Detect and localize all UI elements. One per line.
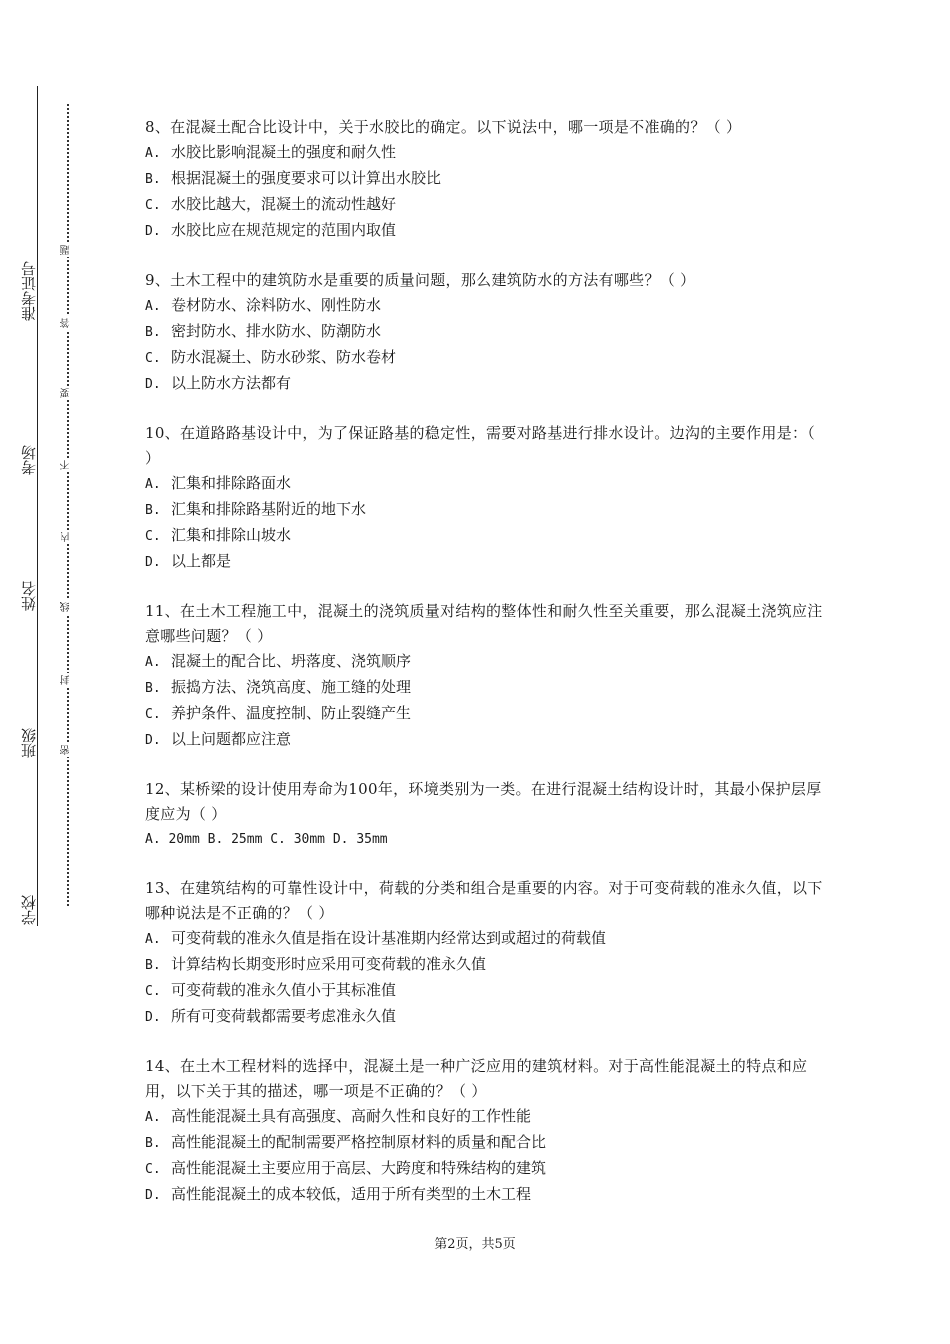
inline-options: A. 20mm B. 25mm C. 30mm D. 35mm — [145, 832, 388, 847]
question-11 — [145, 599, 825, 753]
question-13 — [145, 876, 825, 1030]
exam-id-label: 准考证号 — [22, 258, 37, 324]
option-c: C. 可变荷载的准永久值小于其标准值 — [145, 981, 397, 999]
option-c: C. 防水混凝土、防水砂浆、防水卷材 — [145, 348, 397, 366]
question-14 — [145, 1054, 825, 1208]
question-stem: 14、在土木工程材料的选择中，混凝土是一种广泛应用的建筑材料。对于高性能混凝土的特点和应用，以下关于其的描述，哪一项是不正确的？（ ） — [145, 1057, 808, 1100]
question-10 — [145, 421, 825, 575]
question-12 — [145, 777, 825, 852]
question-stem: 11、在土木工程施工中，混凝土的浇筑质量对结构的整体性和耐久性至关重要，那么混凝土浇筑应注意哪些问题？（ ） — [145, 602, 823, 645]
school-label: 学校 — [22, 892, 37, 928]
question-stem: 12、某桥梁的设计使用寿命为100年，环境类别为一类。在进行混凝土结构设计时，其最小保护层厚度应为（ ） — [145, 780, 822, 823]
option-b: B. 高性能混凝土的配制需要严格控制原材料的质量和配合比 — [145, 1133, 547, 1151]
seal-char: 要 — [61, 388, 72, 398]
option-a: A. 汇集和排除路面水 — [145, 474, 292, 492]
seal-char: 题 — [61, 245, 72, 255]
binding-margin — [0, 0, 120, 1344]
option-c: C. 水胶比越大，混凝土的流动性越好 — [145, 195, 397, 213]
option-a: A. 可变荷载的准永久值是指在设计基准期内经常达到或超过的荷载值 — [145, 929, 607, 947]
question-stem: 13、在建筑结构的可靠性设计中，荷载的分类和组合是重要的内容。对于可变荷载的准永久值，以下哪种说法是不正确的？（ ） — [145, 879, 823, 922]
option-a: A. 卷材防水、涂料防水、刚性防水 — [145, 296, 382, 314]
question-stem: 10、在道路路基设计中，为了保证路基的稳定性，需要对路基进行排水设计。边沟的主要作用是：（ ） — [145, 424, 816, 467]
seal-char: 线 — [61, 602, 72, 612]
seal-char: 封 — [61, 675, 72, 685]
option-d: D. 以上问题都应注意 — [145, 730, 292, 748]
option-d: D. 水胶比应在规范规定的范围内取值 — [145, 221, 397, 239]
seal-char: 密 — [61, 745, 72, 755]
option-c: C. 养护条件、温度控制、防止裂缝产生 — [145, 704, 412, 722]
option-b: B. 计算结构长期变形时应采用可变荷载的准永久值 — [145, 955, 487, 973]
binding-solid-line — [37, 86, 38, 926]
option-b: B. 根据混凝土的强度要求可以计算出水胶比 — [145, 169, 442, 187]
class-label: 班级 — [22, 725, 37, 761]
option-d: D. 以上防水方法都有 — [145, 374, 292, 392]
question-8 — [145, 115, 825, 244]
seal-char: 内 — [61, 532, 72, 542]
name-label: 姓名 — [22, 578, 37, 614]
questions-area — [145, 115, 825, 1232]
question-9 — [145, 268, 825, 397]
option-c: C. 汇集和排除山坡水 — [145, 526, 292, 544]
option-d: D. 高性能混凝土的成本较低，适用于所有类型的土木工程 — [145, 1185, 532, 1203]
option-b: B. 振捣方法、浇筑高度、施工缝的处理 — [145, 678, 412, 696]
exam-room-label: 考场 — [22, 442, 37, 478]
seal-dotted-line — [67, 104, 69, 906]
question-stem: 9、土木工程中的建筑防水是重要的质量问题，那么建筑防水的方法有哪些？（ ） — [145, 271, 696, 289]
option-d: D. 所有可变荷载都需要考虑准永久值 — [145, 1007, 397, 1025]
seal-char: 不 — [61, 460, 72, 470]
question-stem: 8、在混凝土配合比设计中，关于水胶比的确定。以下说法中，哪一项是不准确的？（ ） — [145, 118, 742, 136]
option-d: D. 以上都是 — [145, 552, 232, 570]
option-b: B. 密封防水、排水防水、防潮防水 — [145, 322, 382, 340]
option-c: C. 高性能混凝土主要应用于高层、大跨度和特殊结构的建筑 — [145, 1159, 547, 1177]
option-a: A. 高性能混凝土具有高强度、高耐久性和良好的工作性能 — [145, 1107, 532, 1125]
option-a: A. 水胶比影响混凝土的强度和耐久性 — [145, 143, 397, 161]
option-a: A. 混凝土的配合比、坍落度、浇筑顺序 — [145, 652, 412, 670]
seal-char: 答 — [61, 318, 72, 328]
page-number: 第2页，共5页 — [434, 1237, 516, 1252]
option-b: B. 汇集和排除路基附近的地下水 — [145, 500, 367, 518]
